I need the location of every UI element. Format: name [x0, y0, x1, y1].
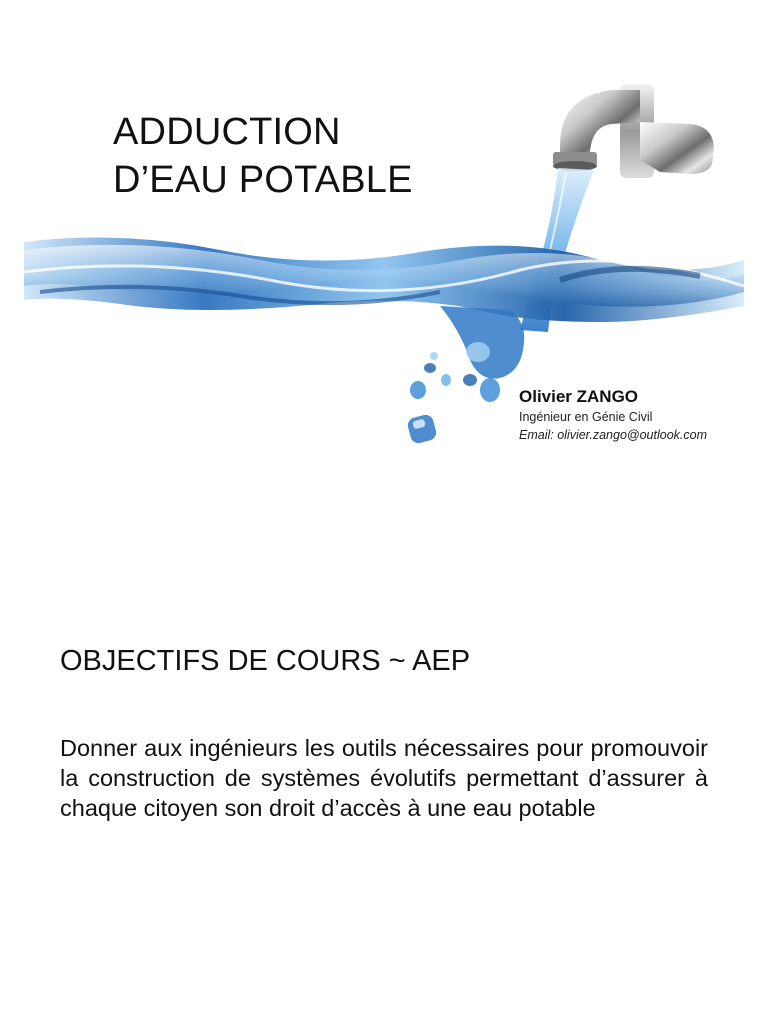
section-body: Donner aux ingénieurs les outils nécessaires pour promouvoir la construction de systèmes évolutifs permettant d’assurer à chaque citoyen son droit d’accès à une eau potable [60, 735, 708, 821]
section-heading: OBJECTIFS DE COURS ~ AEP [60, 645, 471, 677]
title-line-2: D’EAU POTABLE [113, 159, 413, 201]
water-splash [440, 306, 524, 402]
author-name: Olivier ZANGO [519, 387, 639, 406]
author-block [519, 386, 759, 444]
author-role: Ingénieur en Génie Civil [519, 410, 653, 424]
water-droplets [406, 352, 451, 445]
title-line-1: ADDUCTION [113, 111, 341, 153]
faucet-icon [553, 84, 714, 178]
author-email: Email: olivier.zango@outlook.com [519, 428, 708, 442]
document-title [113, 108, 413, 204]
water-surface [24, 238, 744, 323]
